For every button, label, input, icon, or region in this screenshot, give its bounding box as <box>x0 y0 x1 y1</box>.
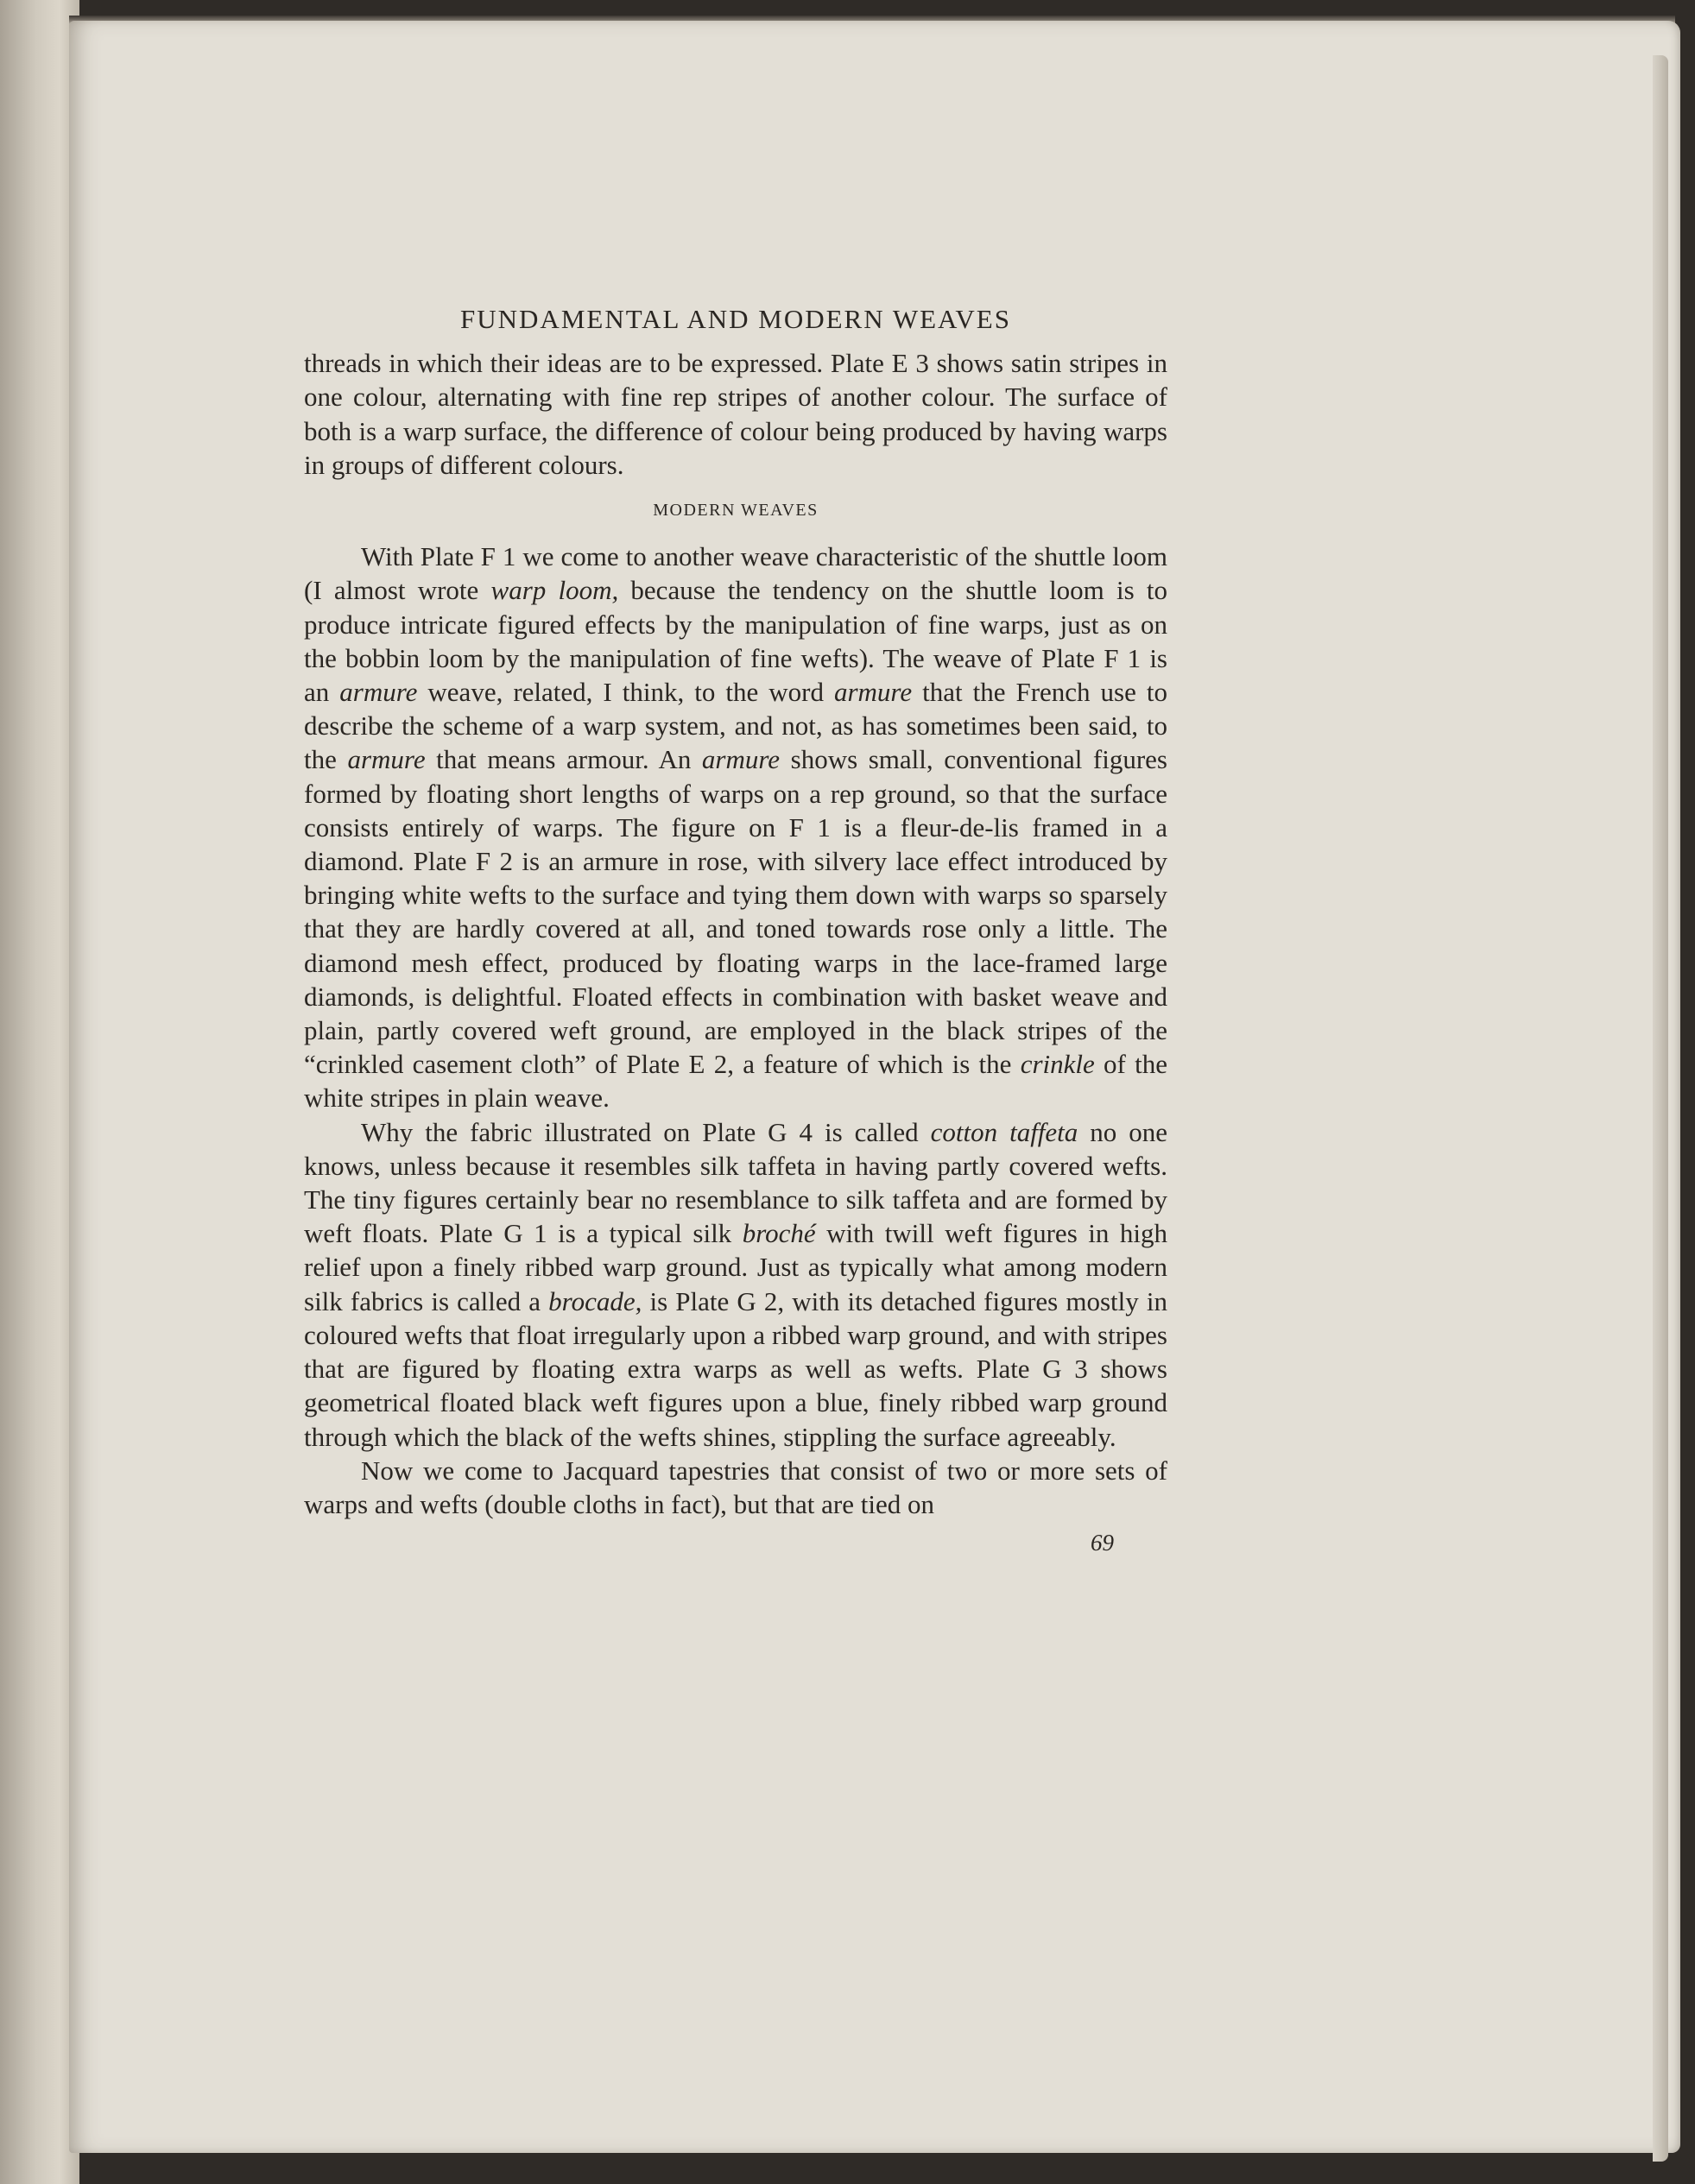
text-run: no one knows, unless because it resembles silk taffeta in having partly covered wefts. The tiny figures certainly bear no resemblance to silk taffeta and are formed by weft floats. Plate G 1 is a typical silk <box>304 1116 1167 1249</box>
page-right-edge <box>1653 55 1668 2162</box>
text-run: shows small, conventional figures formed by floating short lengths of warps on a rep ground, so that the surface consists entirely of warps. The figure on F 1 is a fleur-de-lis framed in a diamond. Plate F 2 is an armure in rose, with silvery lace effect introduced by bringing white wefts to the surface and tying them down with warps so sparsely that they are hardly covered at all, and toned towards rose only a little. The diamond mesh effect, produced by floating warps in the lace-framed large diamonds, is delightful. Floated effects in combination with basket weave and plain, partly covered weft ground, are employed in the black stripes of the “crinkled casement cloth” of Plate E 2, a feature of which is the <box>304 744 1167 1080</box>
italic-run: cotton taffeta <box>930 1116 1078 1147</box>
paragraph-2 <box>304 1115 1167 1454</box>
text-run: that means armour. An <box>425 744 702 775</box>
italic-run: armure <box>701 744 781 775</box>
page-number: 69 <box>1091 1530 1114 1556</box>
italic-run: warp loom, <box>490 575 619 606</box>
text-run: that the French use to describe the scheme of a warp system, and not, as has sometimes been said, to the <box>304 677 1167 775</box>
italic-run: brocade, <box>548 1285 642 1316</box>
italic-run: armure <box>339 677 418 708</box>
text-run: With Plate F 1 we come to another weave characteristic of the shuttle loom (I almost wrote <box>304 541 1167 606</box>
paragraph-3: Now we come to Jacquard tapestries that consist of two or more sets of warps and wefts (double cloths in fact), but that are tied on <box>304 1455 1167 1519</box>
text-run: with twill weft figures in high relief upon a finely ribbed warp ground. Just as typically what among modern silk fabrics is called a <box>304 1218 1167 1316</box>
text-run: because the tendency on the shuttle loom is to produce intricate figured effects by the manipulation of fine warps, just as on the bobbin loom by the manipulation of fine wefts). The weave of Plate F 1 is an <box>304 575 1167 708</box>
section-heading: MODERN WEAVES <box>653 501 819 521</box>
italic-run: broché <box>742 1218 816 1249</box>
intro-paragraph: threads in which their ideas are to be expressed. Plate E 3 shows satin stripes in one colour, alternating with fine rep stripes of another colour. The surface of both is a warp surface, the difference of colour being produced by having warps in groups of different colours. <box>304 348 1167 480</box>
running-head: FUNDAMENTAL AND MODERN WEAVES <box>460 304 1011 334</box>
paragraph-1 <box>304 540 1167 1114</box>
text-run: Why the fabric illustrated on Plate G 4 is called <box>361 1116 931 1147</box>
italic-run: armure <box>833 677 913 708</box>
text-block <box>304 302 1167 1560</box>
text-run: weave, related, I think, to the word <box>417 677 834 708</box>
italic-run: crinkle <box>1020 1049 1095 1080</box>
text-run: is Plate G 2, with its detached figures mostly in coloured wefts that float irregularly upon a ribbed warp ground, and with stripes that are figured by floating extra warps as well as wefts. Plate G 3 shows geometrical floated black weft figures upon a blue, finely ribbed warp ground through which the black of the wefts shines, stippling the surface agreeably. <box>304 1285 1167 1452</box>
italic-run: armure <box>347 744 426 775</box>
left-page-edge <box>0 0 79 2184</box>
text-run: of the white stripes in plain weave. <box>304 1049 1167 1114</box>
